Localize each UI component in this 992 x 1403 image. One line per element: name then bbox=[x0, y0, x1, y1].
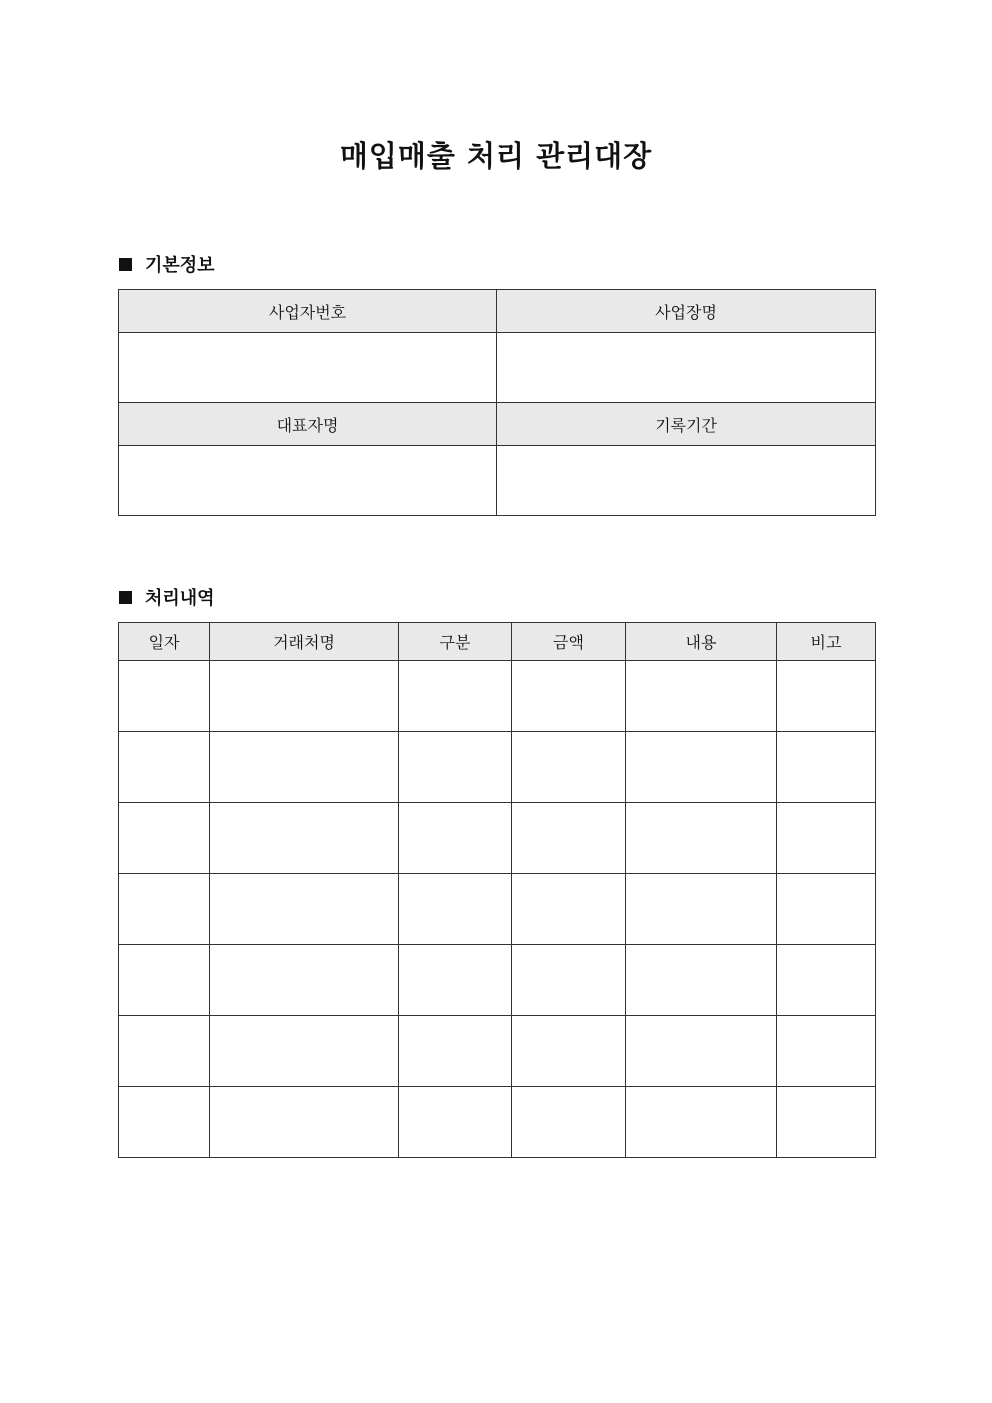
cell-amount[interactable] bbox=[512, 803, 626, 874]
cell-client-name[interactable] bbox=[210, 803, 399, 874]
cell-description[interactable] bbox=[626, 1016, 777, 1087]
cell-description[interactable] bbox=[626, 661, 777, 732]
field-label-representative-name: 대표자명 bbox=[119, 403, 497, 446]
field-value-representative-name[interactable] bbox=[119, 446, 497, 516]
section-heading-records bbox=[119, 586, 215, 608]
cell-category[interactable] bbox=[399, 803, 512, 874]
cell-amount[interactable] bbox=[512, 945, 626, 1016]
cell-description[interactable] bbox=[626, 874, 777, 945]
cell-amount[interactable] bbox=[512, 874, 626, 945]
black-square-icon bbox=[119, 591, 132, 604]
cell-date[interactable] bbox=[119, 732, 210, 803]
cell-category[interactable] bbox=[399, 874, 512, 945]
document-title: 매입매출 처리 관리대장 bbox=[339, 139, 653, 173]
table-row bbox=[119, 732, 876, 803]
table-row bbox=[119, 1087, 876, 1158]
cell-category[interactable] bbox=[399, 1016, 512, 1087]
column-header-date: 일자 bbox=[119, 623, 210, 661]
cell-remarks[interactable] bbox=[777, 732, 876, 803]
cell-client-name[interactable] bbox=[210, 732, 399, 803]
cell-date[interactable] bbox=[119, 945, 210, 1016]
table-row bbox=[119, 945, 876, 1016]
table-row bbox=[119, 874, 876, 945]
cell-remarks[interactable] bbox=[777, 661, 876, 732]
cell-client-name[interactable] bbox=[210, 874, 399, 945]
cell-date[interactable] bbox=[119, 661, 210, 732]
cell-category[interactable] bbox=[399, 945, 512, 1016]
cell-amount[interactable] bbox=[512, 1087, 626, 1158]
cell-date[interactable] bbox=[119, 1087, 210, 1158]
field-label-business-number: 사업자번호 bbox=[119, 290, 497, 333]
cell-category[interactable] bbox=[399, 732, 512, 803]
cell-description[interactable] bbox=[626, 945, 777, 1016]
cell-remarks[interactable] bbox=[777, 945, 876, 1016]
cell-remarks[interactable] bbox=[777, 1087, 876, 1158]
cell-client-name[interactable] bbox=[210, 661, 399, 732]
cell-amount[interactable] bbox=[512, 661, 626, 732]
table-row bbox=[119, 661, 876, 732]
cell-remarks[interactable] bbox=[777, 1016, 876, 1087]
cell-client-name[interactable] bbox=[210, 1016, 399, 1087]
field-value-record-period[interactable] bbox=[497, 446, 876, 516]
column-header-remarks: 비고 bbox=[777, 623, 876, 661]
cell-description[interactable] bbox=[626, 1087, 777, 1158]
cell-remarks[interactable] bbox=[777, 874, 876, 945]
table-row bbox=[119, 803, 876, 874]
cell-amount[interactable] bbox=[512, 732, 626, 803]
cell-date[interactable] bbox=[119, 1016, 210, 1087]
field-value-business-number[interactable] bbox=[119, 333, 497, 403]
cell-client-name[interactable] bbox=[210, 1087, 399, 1158]
column-header-amount: 금액 bbox=[512, 623, 626, 661]
cell-amount[interactable] bbox=[512, 1016, 626, 1087]
section-heading-label: 처리내역 bbox=[145, 588, 215, 609]
cell-category[interactable] bbox=[399, 661, 512, 732]
section-heading-label: 기본정보 bbox=[145, 255, 215, 276]
cell-description[interactable] bbox=[626, 732, 777, 803]
records-table bbox=[118, 622, 876, 1158]
field-value-business-name[interactable] bbox=[497, 333, 876, 403]
table-row bbox=[119, 1016, 876, 1087]
column-header-category: 구분 bbox=[399, 623, 512, 661]
column-header-client-name: 거래처명 bbox=[210, 623, 399, 661]
cell-description[interactable] bbox=[626, 803, 777, 874]
black-square-icon bbox=[119, 258, 132, 271]
cell-client-name[interactable] bbox=[210, 945, 399, 1016]
records-table-body bbox=[119, 661, 876, 1158]
column-header-description: 내용 bbox=[626, 623, 777, 661]
field-label-business-name: 사업장명 bbox=[497, 290, 876, 333]
cell-remarks[interactable] bbox=[777, 803, 876, 874]
cell-date[interactable] bbox=[119, 803, 210, 874]
cell-date[interactable] bbox=[119, 874, 210, 945]
basic-info-table bbox=[118, 289, 876, 516]
field-label-record-period: 기록기간 bbox=[497, 403, 876, 446]
cell-category[interactable] bbox=[399, 1087, 512, 1158]
section-heading-basic-info bbox=[119, 253, 215, 275]
